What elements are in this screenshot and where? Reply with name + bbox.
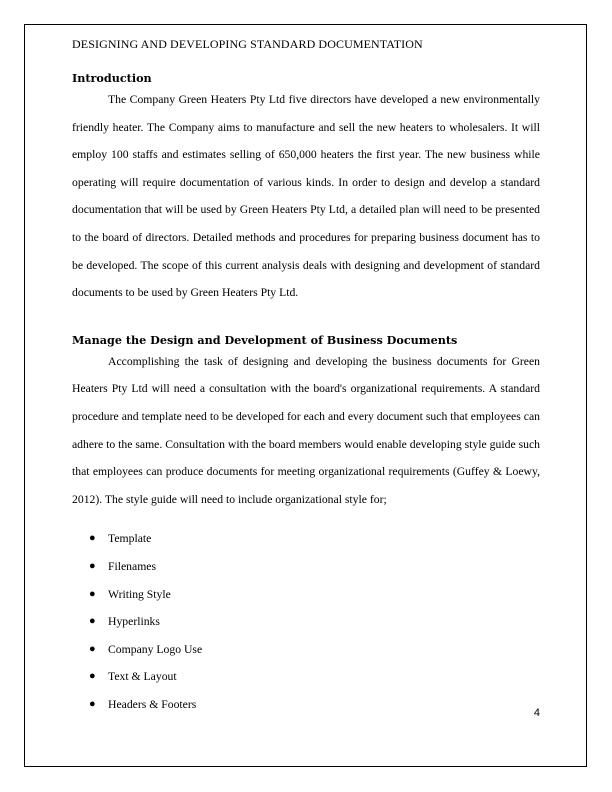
list-item-label: Headers & Footers [108,697,197,711]
list-item [72,581,540,609]
page-number: 4 [533,707,540,719]
list-item-label: Hyperlinks [108,615,160,629]
running-head: DESIGNING AND DEVELOPING STANDARD DOCUMENTATION [72,37,423,51]
list-item-label: Text & Layout [108,670,177,684]
page-content [72,36,540,718]
bullet-icon: ● [89,642,96,655]
bullet-icon: ● [89,532,96,545]
bullet-icon: ● [89,670,96,683]
bullet-icon: ● [89,559,96,572]
bullet-icon: ● [89,587,96,600]
manage-section-paragraph: Accomplishing the task of designing and developing the business documents for Green Heaters Pty Ltd will need a consultation with the board's organizational requirements. A standard procedure and template need to be developed for each and every document such that employees can adhere to the same. Consultation with the board members would enable developing style guide such that employees can produce documents for meeting organizational requirements (Guffey & Loewy, 2012). The style guide will need to include organizational style for; [72,354,540,506]
list-item [72,691,540,719]
bullet-icon: ● [89,697,96,710]
list-item-label: Filenames [108,559,157,573]
list-item [72,636,540,664]
list-item [72,525,540,553]
manage-section-heading: Manage the Design and Development of Business Documents [72,332,458,347]
introduction-heading: Introduction [72,71,152,85]
list-item-label: Template [108,532,152,546]
list-item [72,663,540,691]
bullet-icon: ● [89,615,96,628]
style-guide-list [72,525,540,718]
list-item-label: Company Logo Use [108,642,203,656]
list-item [72,608,540,636]
introduction-paragraph: The Company Green Heaters Pty Ltd five directors have developed a new environmentally friendly heater. The Company aims to manufacture and sell the new heaters to wholesalers. It will employ 100 staffs and estimates selling of 650,000 heaters the first year. The new business while operating will require documentation of various kinds. In order to design and develop a standard documentation that will be used by Green Heaters Pty Ltd, a detailed plan will need to be presented to the board of directors. Detailed methods and procedures for preparing business document has to be developed. The scope of this current analysis deals with designing and development of standard documents to be used by Green Heaters Pty Ltd. [72,93,540,300]
list-item [72,553,540,581]
list-item-label: Writing Style [108,587,171,601]
